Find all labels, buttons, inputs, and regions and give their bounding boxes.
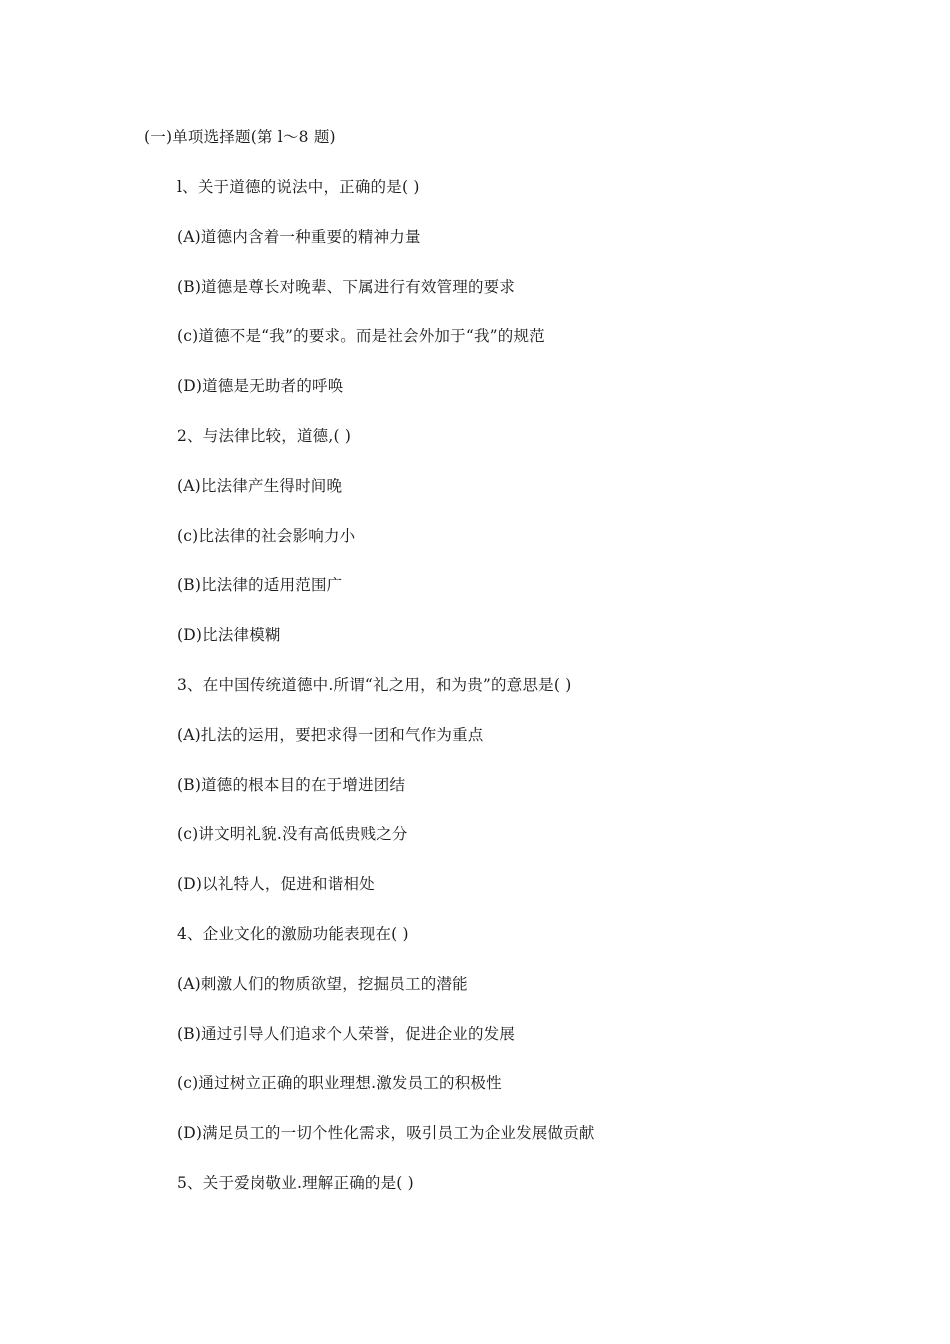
q4-option-d: (D)满足员工的一切个性化需求，吸引员工为企业发展做贡献: [177, 1124, 595, 1142]
q3-option-c: (c)讲文明礼貌.没有高低贵贱之分: [177, 825, 408, 843]
question-4: 4、企业文化的激励功能表现在( ): [177, 925, 409, 943]
q1-option-c: (c)道德不是“我”的要求。而是社会外加于“我”的规范: [177, 327, 545, 345]
q2-option-a: (A)比法律产生得时间晚: [177, 477, 343, 495]
q2-option-b: (B)比法律的适用范围广: [177, 576, 343, 594]
question-2: 2、与法律比较，道德,( ): [177, 427, 352, 445]
q3-option-d: (D)以礼特人，促进和谐相处: [177, 875, 375, 893]
q4-option-c: (c)通过树立正确的职业理想.激发员工的积极性: [177, 1074, 502, 1092]
q1-option-a: (A)道德内含着一种重要的精神力量: [177, 228, 421, 246]
question-3: 3、在中国传统道德中.所谓“礼之用，和为贵”的意思是( ): [177, 676, 572, 694]
q4-option-a: (A)刺激人们的物质欲望，挖掘员工的潜能: [177, 975, 468, 993]
section-title: (一)单项选择题(第 l～8 题): [144, 128, 336, 146]
q1-option-d: (D)道德是无助者的呼唤: [177, 377, 344, 395]
q2-option-d: (D)比法律模糊: [177, 626, 281, 644]
q3-option-a: (A)扎法的运用，要把求得一团和气作为重点: [177, 726, 484, 744]
q2-option-c: (c)比法律的社会影响力小: [177, 527, 356, 545]
question-5: 5、关于爱岗敬业.理解正确的是( ): [177, 1174, 414, 1192]
q1-option-b: (B)道德是尊长对晚辈、下属进行有效管理的要求: [177, 278, 516, 296]
question-1: l、关于道德的说法中，正确的是( ): [177, 178, 420, 196]
q4-option-b: (B)通过引导人们追求个人荣誉，促进企业的发展: [177, 1025, 516, 1043]
q3-option-b: (B)道德的根本目的在于增进团结: [177, 776, 406, 794]
